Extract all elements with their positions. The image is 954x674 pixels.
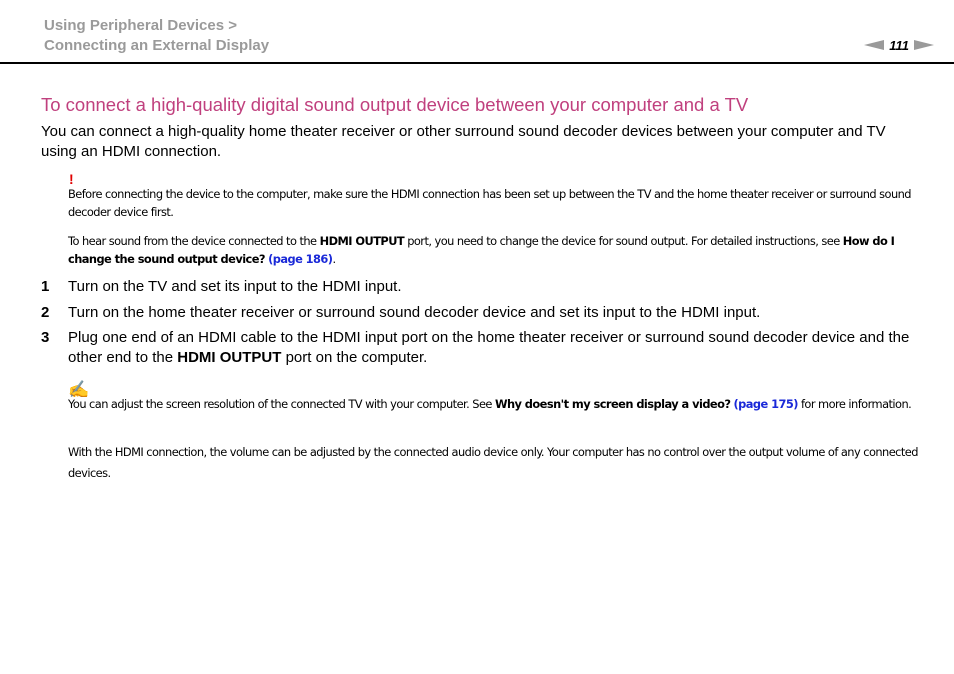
tip-end: .	[332, 252, 336, 266]
hdmi-output-label: HDMI OUTPUT	[319, 234, 405, 248]
tip-text: To hear sound from the device connected to the	[68, 234, 320, 248]
step-text	[68, 328, 921, 367]
sound-output-tip	[68, 232, 918, 268]
hdmi-output-label: HDMI OUTPUT	[177, 348, 282, 366]
resolution-note	[68, 395, 918, 413]
note-reference: Why doesn't my screen display a video?	[494, 397, 731, 411]
tip-text-mid: port, you need to change the device for sound output. For detailed instructions, see	[404, 234, 843, 248]
pencil-note-icon: ✍	[68, 380, 90, 399]
step-number: 3	[41, 329, 50, 346]
section-title: To connect a high-quality digital sound output device between your computer and a TV	[41, 94, 749, 115]
step-number: 1	[41, 278, 50, 295]
intro-paragraph: You can connect a high-quality home theater receiver or other surround sound decoder devices between your computer and TV using an HDMI connection.	[41, 123, 886, 160]
volume-note: With the HDMI connection, the volume can be adjusted by the connected audio device only. Your computer has no control over the output volume of any connected devices.	[68, 445, 918, 480]
page-navigation	[864, 37, 934, 53]
note-text-end: for more information.	[797, 397, 912, 411]
step-text-pre: Plug one end of an HDMI cable to the HDMI input port on the home theater receiver or surround sound decoder device and the other end to the	[68, 329, 910, 366]
step-text: Turn on the home theater receiver or surround sound decoder device and set its input to the HDMI input.	[68, 304, 761, 321]
breadcrumb	[44, 16, 269, 55]
step-text: Turn on the TV and set its input to the HDMI input.	[68, 278, 402, 295]
breadcrumb-section[interactable]: Connecting an External Display	[44, 36, 270, 54]
tip-reference: How do I change the sound output device?	[68, 234, 895, 266]
header-divider	[0, 62, 954, 64]
breadcrumb-chapter[interactable]: Using Peripheral Devices >	[44, 17, 238, 34]
previous-page-icon[interactable]	[864, 40, 884, 50]
warning-text: Before connecting the device to the computer, make sure the HDMI connection has been set up between the TV and the home theater receiver or surround sound decoder device first.	[68, 187, 911, 219]
page-header	[0, 0, 954, 64]
next-page-icon[interactable]	[914, 40, 934, 50]
step-number: 2	[41, 304, 50, 321]
page-number: 111	[889, 37, 909, 53]
note-text: You can adjust the screen resolution of the connected TV with your computer. See	[68, 397, 495, 411]
page-186-link[interactable]: (page 186)	[268, 252, 333, 266]
warning-icon: !	[69, 171, 74, 187]
step-text-post: port on the computer.	[281, 348, 428, 366]
page-175-link[interactable]: (page 175)	[733, 397, 798, 411]
